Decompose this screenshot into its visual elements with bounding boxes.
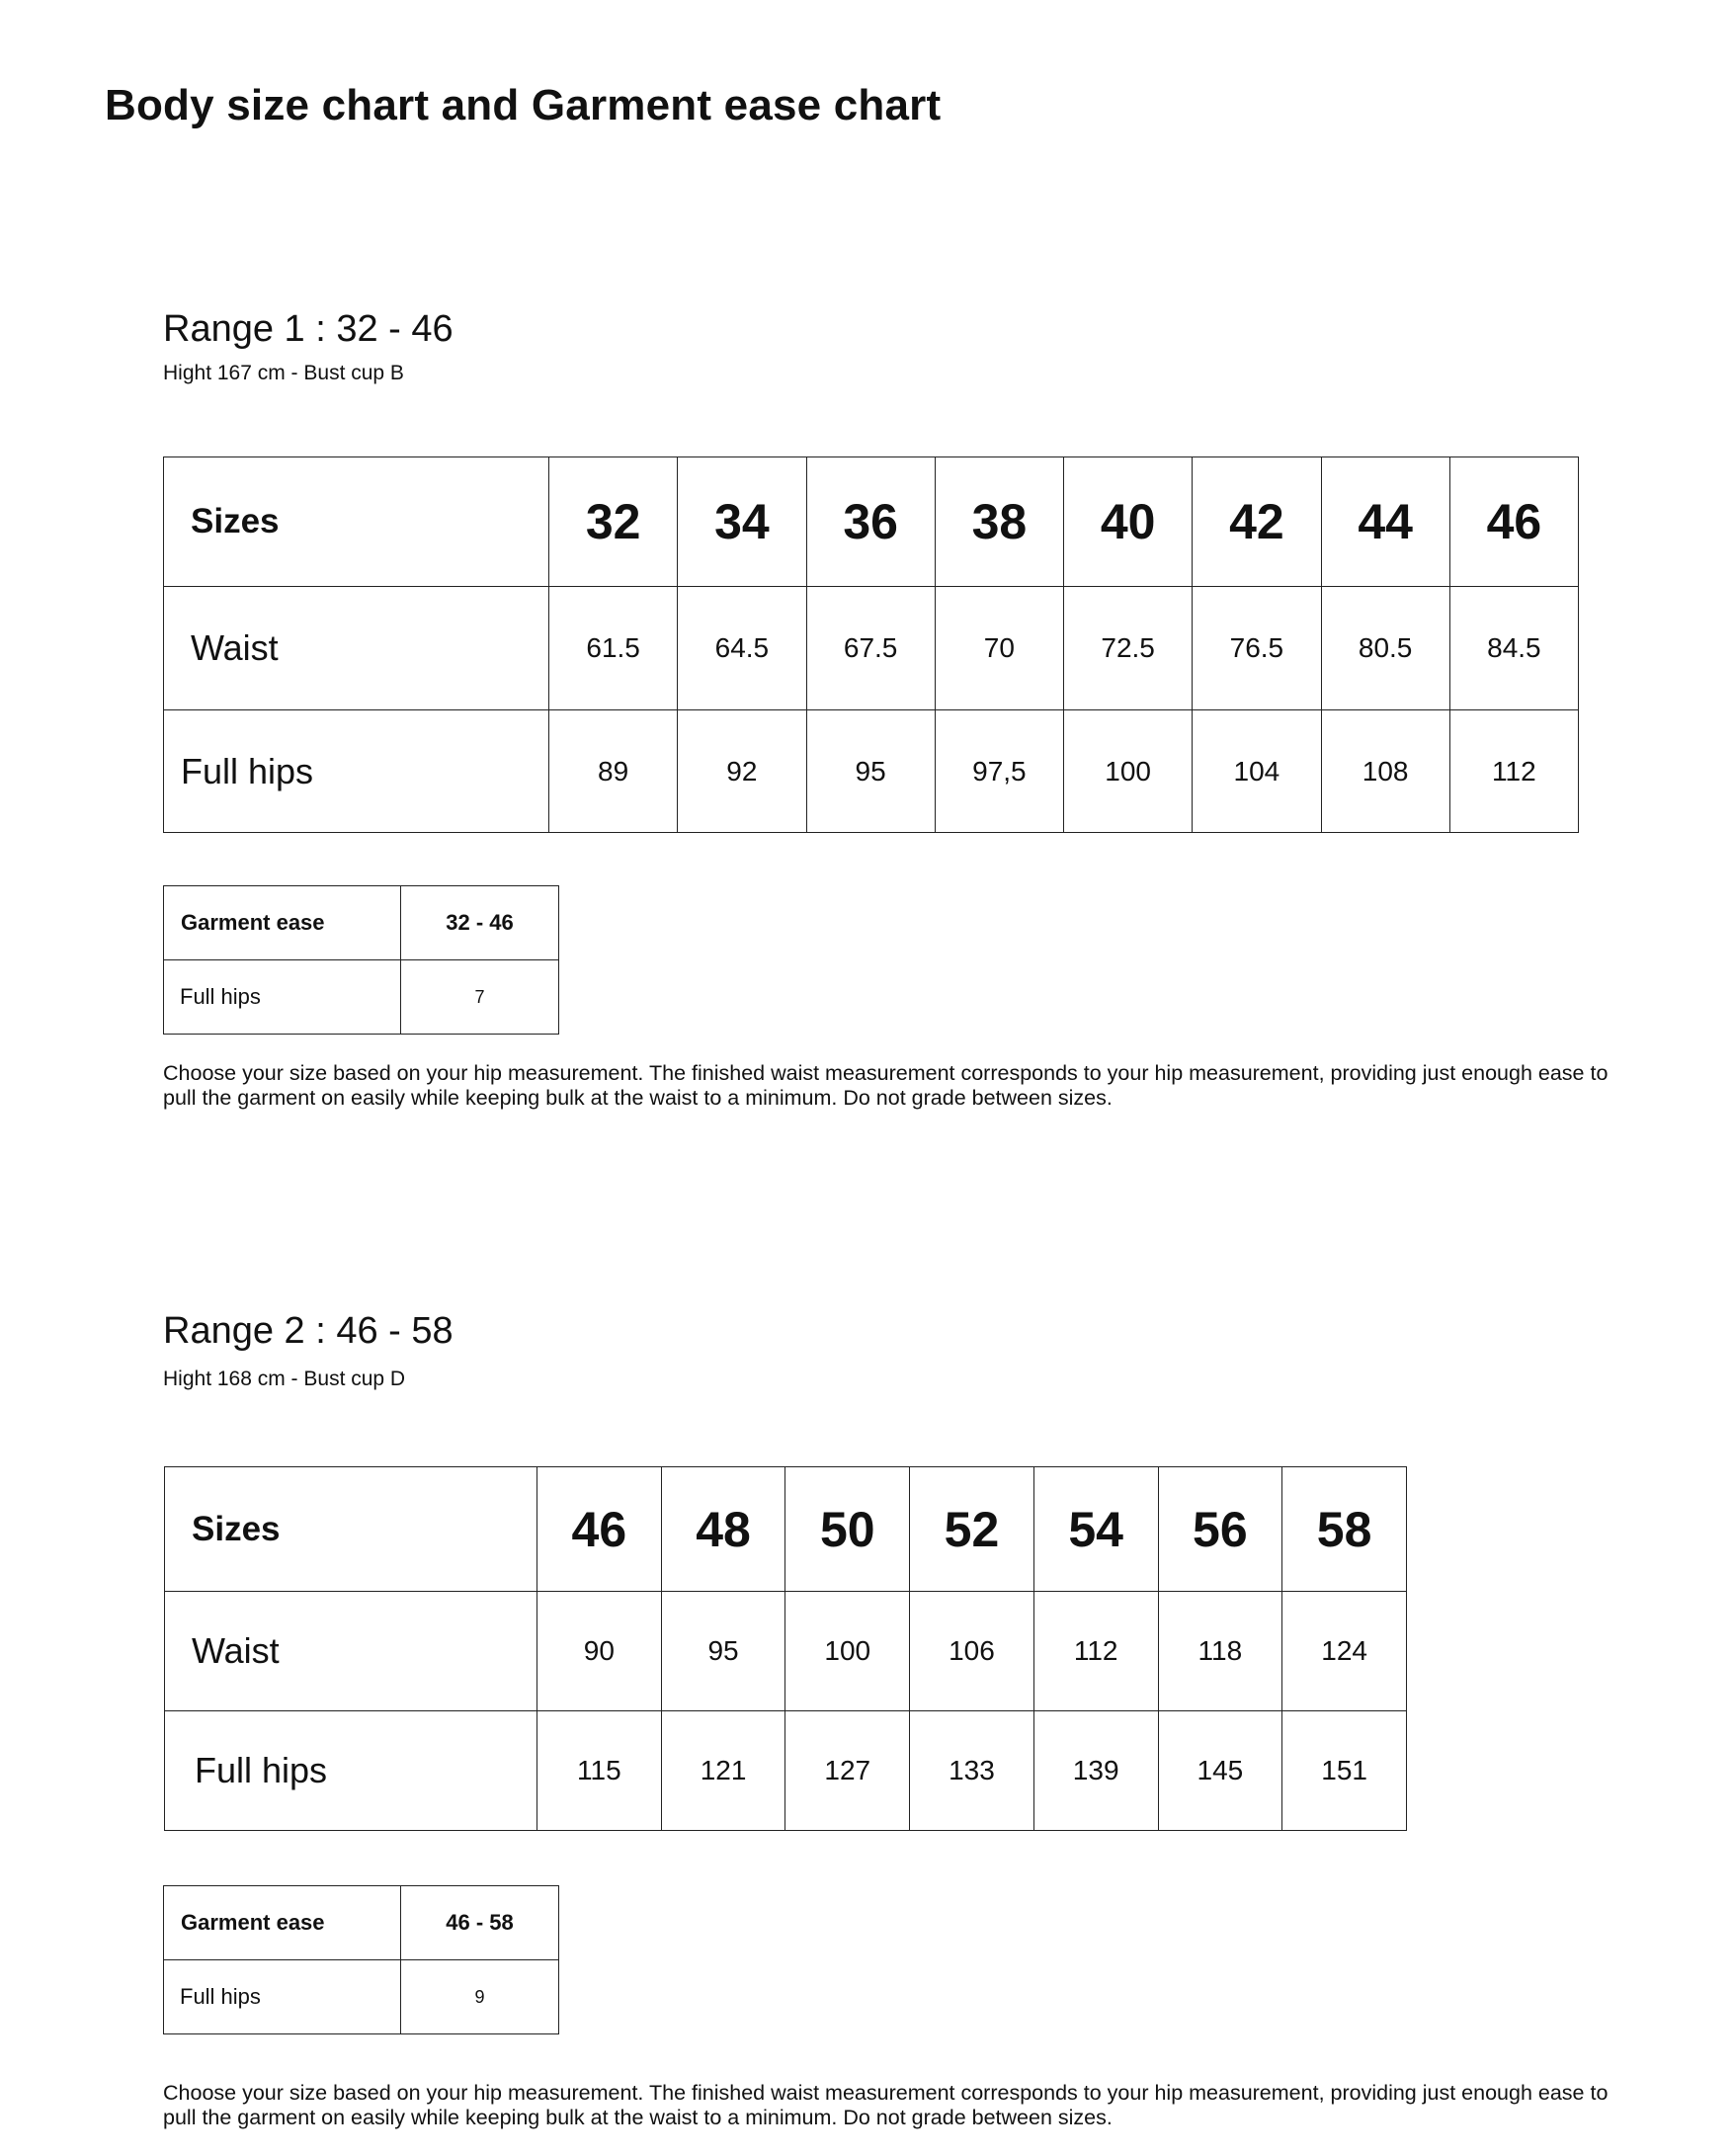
size-header-cell: 58 [1282,1467,1407,1592]
size-header-cell: 34 [678,457,806,587]
range-2-note: Choose your size based on your hip measurement. The finished waist measurement corresponds to your hip measurement, providing just enough ease to pull the garment on easily while keeping bulk at the waist to a minimum. Do not grade between sizes. [163,2081,1609,2129]
table-cell: 127 [785,1711,910,1831]
table-cell: 124 [1282,1592,1407,1711]
range-2-size-table [164,1466,1407,1831]
table-cell: 70 [935,587,1063,710]
size-header-cell: 48 [661,1467,785,1592]
table-row [164,710,1579,833]
row-label-full-hips: Full hips [164,710,549,833]
table-cell: 89 [549,710,678,833]
table-row [164,960,559,1035]
ease-header-label: Garment ease [164,886,401,960]
table-cell: 106 [910,1592,1034,1711]
table-cell: 118 [1158,1592,1282,1711]
ease-header-label: Garment ease [164,1886,401,1960]
table-cell: 115 [537,1711,662,1831]
table-cell: 104 [1193,710,1321,833]
table-cell: 95 [661,1592,785,1711]
table-cell: 112 [1033,1592,1158,1711]
size-header-cell: 38 [935,457,1063,587]
row-label-waist: Waist [165,1592,537,1711]
table-header-row [164,1886,559,1960]
table-cell: 112 [1449,710,1578,833]
range-1-title: Range 1 : 32 - 46 [163,308,454,350]
size-header-cell: 54 [1033,1467,1158,1592]
size-header-cell: 56 [1158,1467,1282,1592]
ease-row-value: 7 [401,960,559,1035]
table-cell: 72.5 [1064,587,1193,710]
table-cell: 100 [785,1592,910,1711]
table-cell: 100 [1064,710,1193,833]
table-cell: 97,5 [935,710,1063,833]
table-cell: 76.5 [1193,587,1321,710]
table-cell: 133 [910,1711,1034,1831]
range-1-subtitle: Hight 167 cm - Bust cup B [163,362,404,384]
table-cell: 121 [661,1711,785,1831]
table-cell: 95 [806,710,935,833]
ease-header-range: 32 - 46 [401,886,559,960]
page-title: Body size chart and Garment ease chart [105,81,942,129]
table-cell: 67.5 [806,587,935,710]
table-cell: 139 [1033,1711,1158,1831]
table-row [165,1592,1407,1711]
range-1-note: Choose your size based on your hip measurement. The finished waist measurement corresponds to your hip measurement, providing just enough ease to pull the garment on easily while keeping bulk at the waist to a minimum. Do not grade between sizes. [163,1061,1609,1110]
table-row [164,587,1579,710]
row-label-full-hips: Full hips [165,1711,537,1831]
range-2-ease-table [163,1885,559,2034]
sizes-header-label: Sizes [164,457,549,587]
range-2-title: Range 2 : 46 - 58 [163,1310,454,1352]
table-cell: 80.5 [1321,587,1449,710]
row-label-waist: Waist [164,587,549,710]
table-cell: 84.5 [1449,587,1578,710]
sizes-header-label: Sizes [165,1467,537,1592]
table-header-row [164,886,559,960]
size-header-cell: 46 [537,1467,662,1592]
ease-header-range: 46 - 58 [401,1886,559,1960]
range-1-ease-table [163,885,559,1035]
size-header-cell: 42 [1193,457,1321,587]
size-header-cell: 52 [910,1467,1034,1592]
size-header-cell: 44 [1321,457,1449,587]
table-cell: 151 [1282,1711,1407,1831]
table-cell: 64.5 [678,587,806,710]
ease-row-label: Full hips [164,960,401,1035]
table-row [164,1960,559,2034]
table-cell: 90 [537,1592,662,1711]
size-header-cell: 32 [549,457,678,587]
table-header-row [165,1467,1407,1592]
table-cell: 92 [678,710,806,833]
table-row [165,1711,1407,1831]
size-header-cell: 36 [806,457,935,587]
table-cell: 108 [1321,710,1449,833]
ease-row-label: Full hips [164,1960,401,2034]
range-1-size-table [163,456,1579,833]
table-header-row [164,457,1579,587]
ease-row-value: 9 [401,1960,559,2034]
table-cell: 145 [1158,1711,1282,1831]
size-header-cell: 46 [1449,457,1578,587]
size-header-cell: 40 [1064,457,1193,587]
range-2-subtitle: Hight 168 cm - Bust cup D [163,1368,406,1390]
size-header-cell: 50 [785,1467,910,1592]
table-cell: 61.5 [549,587,678,710]
